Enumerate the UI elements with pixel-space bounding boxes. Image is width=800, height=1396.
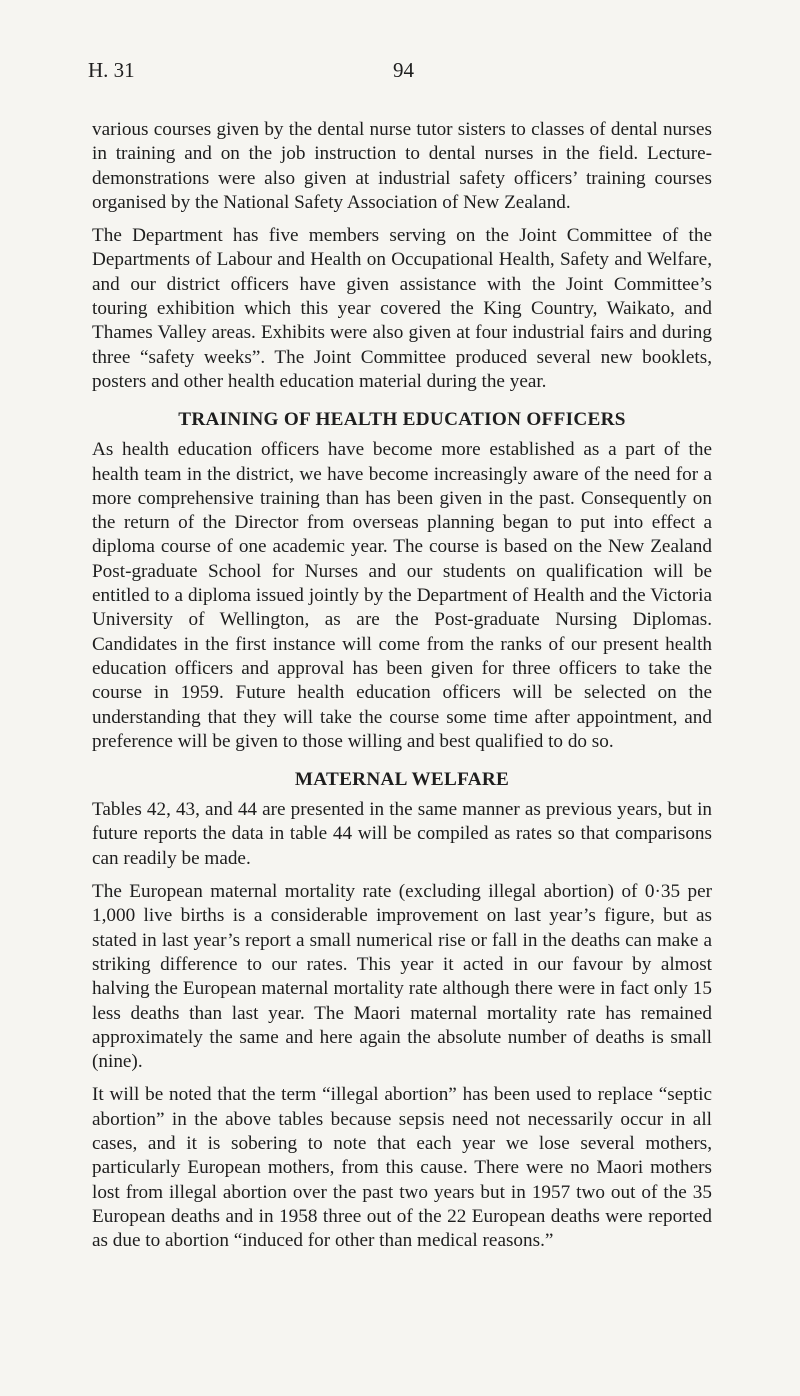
paragraph: various courses given by the dental nurse tutor sisters to classes of dental nurses in training and on the job instruction to dental nurses in the field. Lecture-demonstrations were also given at industrial safety officers’ training courses organised by the National Safety Association of New Zealand.: [92, 119, 712, 213]
section-heading-maternal-welfare: MATERNAL WELFARE: [294, 769, 510, 791]
paragraph: The Department has five members serving on the Joint Committee of the Departments of Labour and Health on Occupational Health, Safety and Welfare, and our district officers have given assistance with the Joint Committee’s touring exhibition which this year covered the King Country, Waikato, and Thames Valley areas. Exhibits were also given at four industrial fairs and during three “safety weeks”. The Joint Committee produced several new booklets, posters and other health education material during the year.: [92, 225, 712, 392]
document-body: [92, 118, 712, 1262]
paragraph: The European maternal mortality rate (excluding illegal abortion) of 0·35 per 1,000 live births is a considerable improvement on last year’s figure, but as stated in last year’s report a small numerical rise or fall in the deaths can make a striking difference to our rates. This year it acted in our favour by almost halving the European maternal mortality rate although there were in fact only 15 less deaths than last year. The Maori maternal mortality rate has remained approximately the same and here again the absolute number of deaths is small (nine).: [92, 881, 712, 1073]
page-number: 94: [393, 58, 414, 82]
section-heading-training: TRAINING OF HEALTH EDUCATION OFFICERS: [178, 409, 626, 431]
document-code: H. 31: [88, 58, 135, 82]
paragraph: Tables 42, 43, and 44 are presented in the same manner as previous years, but in future reports the data in table 44 will be compiled as rates so that comparisons can readily be made.: [92, 799, 712, 869]
paragraph: It will be noted that the term “illegal abortion” has been used to replace “septic abortion” in the above tables because sepsis need not necessarily occur in all cases, and it is sobering to note that each year we lose several mothers, particularly European mothers, from this cause. There were no Maori mothers lost from illegal abortion over the past two years but in 1957 two out of the 35 European deaths and in 1958 three out of the 22 European deaths were reported as due to abortion “induced for other than medical reasons.”: [92, 1084, 712, 1252]
page-header: [88, 58, 708, 88]
paragraph: As health education officers have become more established as a part of the health team in the district, we have become increasingly aware of the need for a more comprehensive training than has been given in the past. Consequently on the return of the Director from overseas planning began to put into effect a diploma course of one academic year. The course is based on the New Zealand Post-graduate School for Nurses and our students on qualification will be entitled to a diploma issued jointly by the Department of Health and the Victoria University of Wellington, as are the Post-graduate Nursing Diplomas. Candidates in the first instance will come from the ranks of our present health education officers and approval has been given for three officers to take the course in 1959. Future health education officers will be selected on the understanding that they will take the course some time after appointment, and preference will be given to those willing and best qualified to do so.: [92, 439, 712, 752]
